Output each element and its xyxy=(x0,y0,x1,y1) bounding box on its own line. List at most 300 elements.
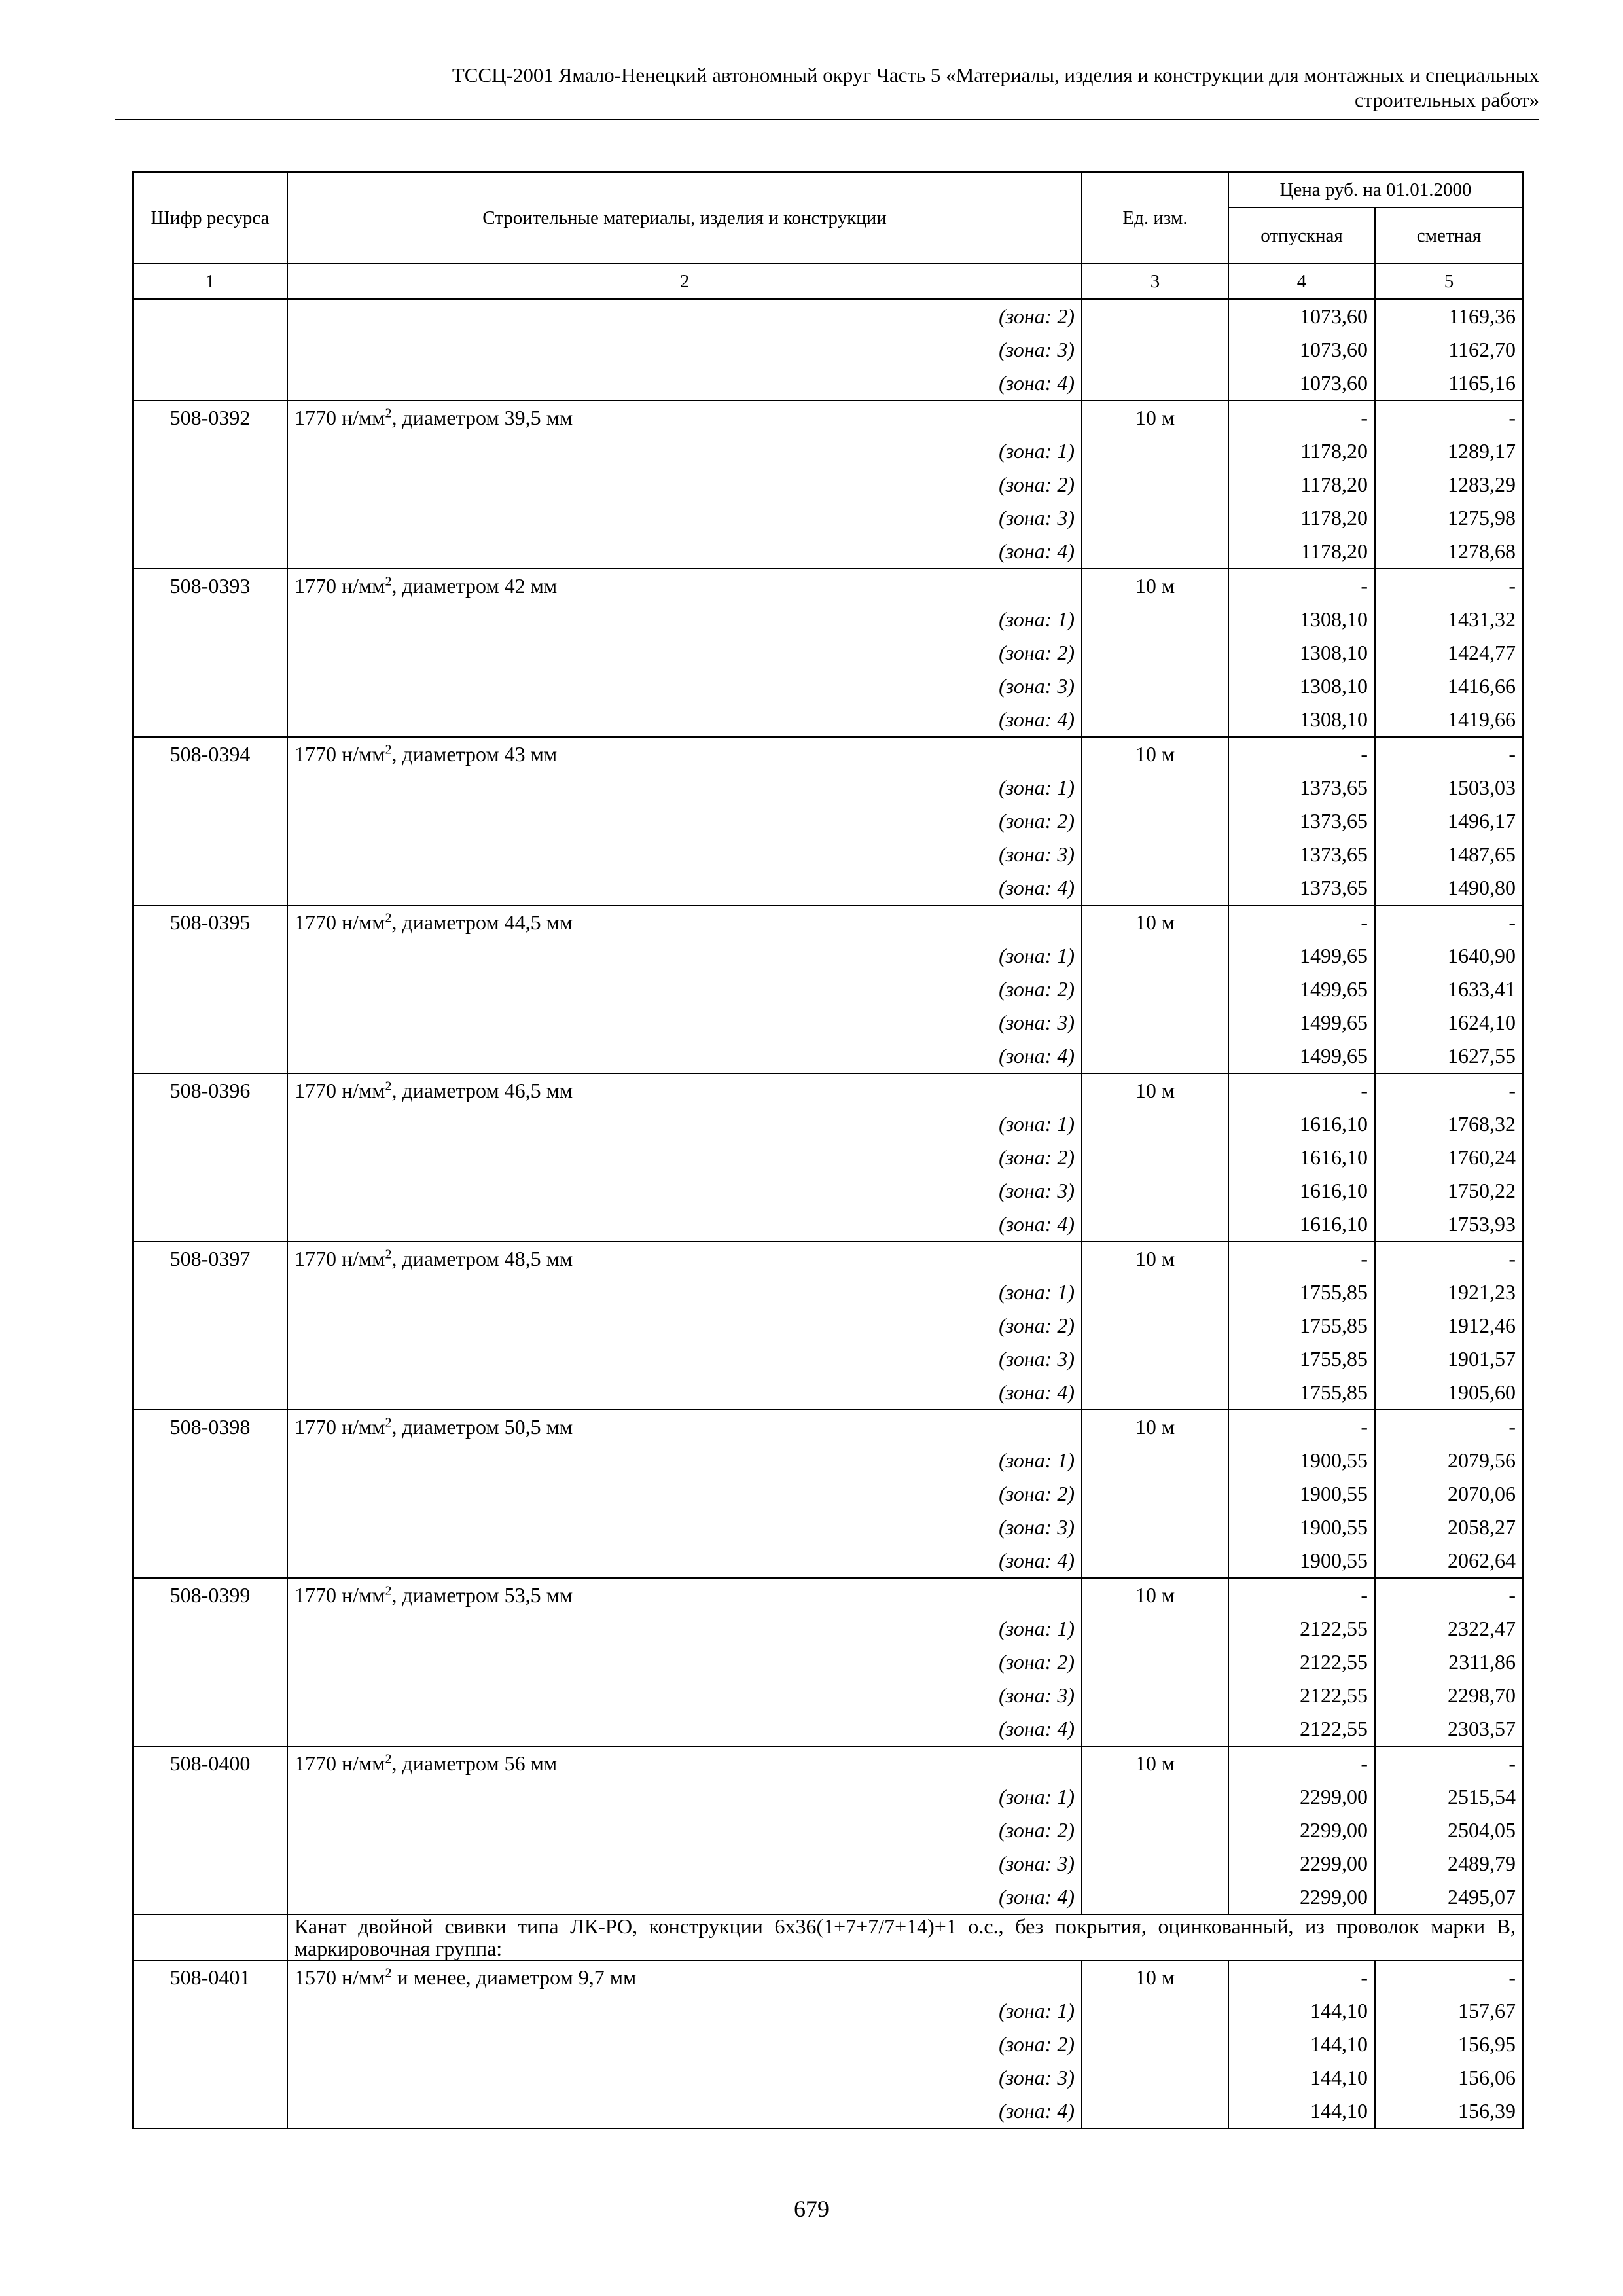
item-name-text: , диаметром 48,5 мм xyxy=(391,1247,573,1270)
zone-label: (зона: 2) xyxy=(287,1477,1082,1511)
zone-row xyxy=(133,1814,1523,1847)
item-row xyxy=(133,1960,1523,1994)
empty-cell xyxy=(133,703,287,737)
zone-row xyxy=(133,1645,1523,1679)
release-price: 1900,55 xyxy=(1228,1444,1375,1477)
release-price: 1178,20 xyxy=(1228,435,1375,468)
empty-cell xyxy=(1082,435,1228,468)
superscript: 2 xyxy=(385,574,392,589)
zone-row xyxy=(133,2028,1523,2061)
empty-cell xyxy=(1082,1342,1228,1376)
estimate-price: - xyxy=(1375,1242,1523,1276)
group-description: Канат двойной свивки типа ЛК-РО, конструкции 6х36(1+7+7/7+14)+1 о.с., без покрытия, оцинкованный, из проволок марки В, маркировочная группа: xyxy=(287,1914,1523,1960)
estimate-price: - xyxy=(1375,401,1523,435)
item-name xyxy=(287,1073,1082,1107)
item-name-text: , диаметром 43 мм xyxy=(391,742,558,766)
release-price: 1178,20 xyxy=(1228,468,1375,501)
zone-row xyxy=(133,670,1523,703)
zone-row xyxy=(133,1880,1523,1914)
empty-cell xyxy=(1082,1679,1228,1712)
zone-row xyxy=(133,973,1523,1006)
estimate-price: 2515,54 xyxy=(1375,1780,1523,1814)
release-price: 1373,65 xyxy=(1228,871,1375,905)
resource-code: 508-0400 xyxy=(133,1746,287,1780)
zone-row xyxy=(133,2061,1523,2094)
zone-row xyxy=(133,838,1523,871)
item-name-text: 1770 н/мм xyxy=(294,910,385,934)
release-price: 2299,00 xyxy=(1228,1847,1375,1880)
zone-row xyxy=(133,636,1523,670)
release-price: 2299,00 xyxy=(1228,1880,1375,1914)
item-name-text: , диаметром 50,5 мм xyxy=(391,1415,573,1439)
estimate-price: - xyxy=(1375,1578,1523,1612)
zone-label: (зона: 2) xyxy=(287,2028,1082,2061)
empty-cell xyxy=(133,1645,287,1679)
release-price: - xyxy=(1228,1073,1375,1107)
empty-cell xyxy=(133,501,287,535)
zone-row xyxy=(133,299,1523,333)
empty-cell xyxy=(133,1107,287,1141)
empty-cell xyxy=(1082,1208,1228,1242)
empty-cell xyxy=(133,1208,287,1242)
zone-label: (зона: 2) xyxy=(287,1645,1082,1679)
empty-cell xyxy=(133,1612,287,1645)
zone-row xyxy=(133,1847,1523,1880)
unit: 10 м xyxy=(1082,905,1228,939)
item-row xyxy=(133,1242,1523,1276)
empty-cell xyxy=(1082,2061,1228,2094)
empty-cell xyxy=(1082,771,1228,804)
release-price: 1499,65 xyxy=(1228,1006,1375,1039)
page-number: 679 xyxy=(794,2196,829,2222)
zone-row xyxy=(133,1376,1523,1410)
empty-cell xyxy=(1082,535,1228,569)
zone-label: (зона: 2) xyxy=(287,1814,1082,1847)
release-price: 144,10 xyxy=(1228,2028,1375,2061)
empty-cell xyxy=(133,1444,287,1477)
item-name-text: 1770 н/мм xyxy=(294,1751,385,1775)
empty-cell xyxy=(1082,2094,1228,2128)
release-price: 2299,00 xyxy=(1228,1814,1375,1847)
unit: 10 м xyxy=(1082,1242,1228,1276)
empty-cell xyxy=(133,1880,287,1914)
estimate-price: 1905,60 xyxy=(1375,1376,1523,1410)
zone-label: (зона: 2) xyxy=(287,636,1082,670)
empty-cell xyxy=(133,299,287,333)
resource-code: 508-0392 xyxy=(133,401,287,435)
zone-label: (зона: 4) xyxy=(287,535,1082,569)
zone-label: (зона: 4) xyxy=(287,871,1082,905)
superscript: 2 xyxy=(385,1415,392,1430)
table-body xyxy=(133,299,1523,2128)
release-price: 1900,55 xyxy=(1228,1477,1375,1511)
empty-cell xyxy=(1082,1444,1228,1477)
item-name-text: , диаметром 42 мм xyxy=(391,574,558,598)
empty-cell xyxy=(133,1814,287,1847)
estimate-price: 2303,57 xyxy=(1375,1712,1523,1746)
item-name-text: , диаметром 44,5 мм xyxy=(391,910,573,934)
unit: 10 м xyxy=(1082,1410,1228,1444)
item-name-text: 1770 н/мм xyxy=(294,1583,385,1607)
zone-row xyxy=(133,1141,1523,1174)
col-head-estimate: сметная xyxy=(1375,207,1523,264)
empty-cell xyxy=(1082,1544,1228,1578)
zone-row xyxy=(133,1780,1523,1814)
estimate-price: 2504,05 xyxy=(1375,1814,1523,1847)
estimate-price: 2311,86 xyxy=(1375,1645,1523,1679)
zone-label: (зона: 2) xyxy=(287,804,1082,838)
zone-label: (зона: 4) xyxy=(287,2094,1082,2128)
empty-cell xyxy=(133,2061,287,2094)
zone-row xyxy=(133,1039,1523,1073)
release-price: - xyxy=(1228,1960,1375,1994)
estimate-price: 1487,65 xyxy=(1375,838,1523,871)
empty-cell xyxy=(1082,603,1228,636)
empty-cell xyxy=(1082,1309,1228,1342)
empty-cell xyxy=(1082,1039,1228,1073)
zone-label: (зона: 1) xyxy=(287,939,1082,973)
estimate-price: 1419,66 xyxy=(1375,703,1523,737)
zone-label: (зона: 4) xyxy=(287,703,1082,737)
zone-row xyxy=(133,501,1523,535)
resource-code: 508-0396 xyxy=(133,1073,287,1107)
group-description-row xyxy=(133,1914,1523,1960)
empty-cell xyxy=(1082,1141,1228,1174)
empty-cell xyxy=(133,636,287,670)
estimate-price: 1162,70 xyxy=(1375,333,1523,367)
item-row xyxy=(133,1746,1523,1780)
release-price: 1308,10 xyxy=(1228,703,1375,737)
header-line-1: ТССЦ-2001 Ямало-Ненецкий автономный округ Часть 5 «Материалы, изделия и конструкции для монтажных и специальных xyxy=(452,63,1539,86)
zone-label: (зона: 3) xyxy=(287,1511,1082,1544)
zone-label: (зона: 2) xyxy=(287,973,1082,1006)
estimate-price: - xyxy=(1375,1073,1523,1107)
estimate-price: 1750,22 xyxy=(1375,1174,1523,1208)
estimate-price: 1424,77 xyxy=(1375,636,1523,670)
col-number: 2 xyxy=(287,264,1082,299)
estimate-price: 1278,68 xyxy=(1375,535,1523,569)
empty-cell xyxy=(133,670,287,703)
empty-cell xyxy=(133,1006,287,1039)
col-number: 1 xyxy=(133,264,287,299)
empty-cell xyxy=(133,1994,287,2028)
estimate-price: 1753,93 xyxy=(1375,1208,1523,1242)
estimate-price: 1275,98 xyxy=(1375,501,1523,535)
empty-cell xyxy=(133,468,287,501)
item-name-text: 1770 н/мм xyxy=(294,406,385,429)
release-price: 2122,55 xyxy=(1228,1612,1375,1645)
estimate-price: 1768,32 xyxy=(1375,1107,1523,1141)
empty-cell xyxy=(133,1039,287,1073)
release-price: - xyxy=(1228,737,1375,771)
col-number: 3 xyxy=(1082,264,1228,299)
release-price: 1073,60 xyxy=(1228,299,1375,333)
resource-code: 508-0395 xyxy=(133,905,287,939)
zone-row xyxy=(133,1208,1523,1242)
item-name xyxy=(287,737,1082,771)
empty-cell xyxy=(1082,1847,1228,1880)
release-price: 2122,55 xyxy=(1228,1645,1375,1679)
empty-cell xyxy=(133,804,287,838)
release-price: 1900,55 xyxy=(1228,1511,1375,1544)
zone-label: (зона: 1) xyxy=(287,435,1082,468)
estimate-price: 156,95 xyxy=(1375,2028,1523,2061)
resource-code: 508-0401 xyxy=(133,1960,287,1994)
empty-cell xyxy=(133,1847,287,1880)
item-name-text: , диаметром 46,5 мм xyxy=(391,1079,573,1102)
zone-row xyxy=(133,2094,1523,2128)
estimate-price: 1921,23 xyxy=(1375,1276,1523,1309)
item-name xyxy=(287,1578,1082,1612)
estimate-price: 1912,46 xyxy=(1375,1309,1523,1342)
estimate-price: 156,39 xyxy=(1375,2094,1523,2128)
unit: 10 м xyxy=(1082,1960,1228,1994)
release-price: 144,10 xyxy=(1228,1994,1375,2028)
release-price: 1178,20 xyxy=(1228,501,1375,535)
zone-label: (зона: 2) xyxy=(287,468,1082,501)
zone-label: (зона: 1) xyxy=(287,1107,1082,1141)
col-number: 5 xyxy=(1375,264,1523,299)
zone-row xyxy=(133,1994,1523,2028)
empty-cell xyxy=(133,939,287,973)
item-name-text: , диаметром 56 мм xyxy=(391,1751,558,1775)
empty-cell xyxy=(133,1679,287,1712)
zone-label: (зона: 3) xyxy=(287,1847,1082,1880)
empty-cell xyxy=(133,1914,287,1960)
zone-label: (зона: 4) xyxy=(287,367,1082,401)
release-price: - xyxy=(1228,401,1375,435)
estimate-price: 1640,90 xyxy=(1375,939,1523,973)
zone-label: (зона: 1) xyxy=(287,603,1082,636)
estimate-price: 2495,07 xyxy=(1375,1880,1523,1914)
zone-label: (зона: 3) xyxy=(287,501,1082,535)
release-price: 1373,65 xyxy=(1228,771,1375,804)
release-price: 1499,65 xyxy=(1228,1039,1375,1073)
zone-row xyxy=(133,1276,1523,1309)
release-price: 1616,10 xyxy=(1228,1174,1375,1208)
release-price: 1373,65 xyxy=(1228,804,1375,838)
empty-cell xyxy=(1082,1477,1228,1511)
zone-label: (зона: 3) xyxy=(287,1342,1082,1376)
estimate-price: 1490,80 xyxy=(1375,871,1523,905)
release-price: 1178,20 xyxy=(1228,535,1375,569)
release-price: 2122,55 xyxy=(1228,1712,1375,1746)
release-price: 1499,65 xyxy=(1228,939,1375,973)
estimate-price: 1901,57 xyxy=(1375,1342,1523,1376)
release-price: 1073,60 xyxy=(1228,333,1375,367)
item-name-text: 1770 н/мм xyxy=(294,1415,385,1439)
resource-code: 508-0399 xyxy=(133,1578,287,1612)
zone-label: (зона: 1) xyxy=(287,1780,1082,1814)
zone-row xyxy=(133,1107,1523,1141)
item-row xyxy=(133,1410,1523,1444)
resource-code: 508-0397 xyxy=(133,1242,287,1276)
empty-cell xyxy=(133,838,287,871)
col-head-release: отпускная xyxy=(1228,207,1375,264)
estimate-price: 2070,06 xyxy=(1375,1477,1523,1511)
empty-cell xyxy=(1082,468,1228,501)
release-price: 1755,85 xyxy=(1228,1309,1375,1342)
item-row xyxy=(133,569,1523,603)
estimate-price: 1169,36 xyxy=(1375,299,1523,333)
release-price: - xyxy=(1228,569,1375,603)
zone-label: (зона: 4) xyxy=(287,1544,1082,1578)
estimate-price: 156,06 xyxy=(1375,2061,1523,2094)
unit: 10 м xyxy=(1082,1578,1228,1612)
empty-cell xyxy=(1082,299,1228,333)
price-table xyxy=(132,171,1524,2129)
estimate-price: 1165,16 xyxy=(1375,367,1523,401)
empty-cell xyxy=(1082,804,1228,838)
empty-cell xyxy=(133,603,287,636)
estimate-price: 1624,10 xyxy=(1375,1006,1523,1039)
empty-cell xyxy=(133,2094,287,2128)
empty-cell xyxy=(133,871,287,905)
empty-cell xyxy=(1082,1712,1228,1746)
empty-cell xyxy=(1082,1107,1228,1141)
item-name xyxy=(287,401,1082,435)
col-head-code: Шифр ресурса xyxy=(133,172,287,264)
release-price: 144,10 xyxy=(1228,2094,1375,2128)
estimate-price: - xyxy=(1375,569,1523,603)
resource-code: 508-0393 xyxy=(133,569,287,603)
item-name-text: , диаметром 53,5 мм xyxy=(391,1583,573,1607)
page-header xyxy=(115,63,1539,113)
empty-cell xyxy=(1082,1814,1228,1847)
empty-cell xyxy=(133,1276,287,1309)
item-name-text: и менее, диаметром 9,7 мм xyxy=(391,1965,637,1989)
empty-cell xyxy=(133,1544,287,1578)
zone-row xyxy=(133,1544,1523,1578)
superscript: 2 xyxy=(385,1247,392,1262)
zone-label: (зона: 3) xyxy=(287,2061,1082,2094)
col-number: 4 xyxy=(1228,264,1375,299)
zone-label: (зона: 1) xyxy=(287,1994,1082,2028)
estimate-price: 1431,32 xyxy=(1375,603,1523,636)
release-price: 1308,10 xyxy=(1228,670,1375,703)
release-price: 2122,55 xyxy=(1228,1679,1375,1712)
zone-row xyxy=(133,1444,1523,1477)
empty-cell xyxy=(133,771,287,804)
zone-label: (зона: 3) xyxy=(287,670,1082,703)
empty-cell xyxy=(1082,367,1228,401)
zone-label: (зона: 2) xyxy=(287,299,1082,333)
empty-cell xyxy=(133,973,287,1006)
zone-row xyxy=(133,871,1523,905)
item-name-text: 1770 н/мм xyxy=(294,742,385,766)
empty-cell xyxy=(1082,838,1228,871)
item-name-text: , диаметром 39,5 мм xyxy=(391,406,573,429)
zone-row xyxy=(133,535,1523,569)
empty-cell xyxy=(133,1511,287,1544)
estimate-price: 2062,64 xyxy=(1375,1544,1523,1578)
zone-row xyxy=(133,939,1523,973)
estimate-price: - xyxy=(1375,1960,1523,1994)
superscript: 2 xyxy=(385,406,392,421)
empty-cell xyxy=(1082,973,1228,1006)
zone-label: (зона: 3) xyxy=(287,333,1082,367)
empty-cell xyxy=(133,1141,287,1174)
zone-row xyxy=(133,1006,1523,1039)
estimate-price: 1416,66 xyxy=(1375,670,1523,703)
empty-cell xyxy=(1082,1994,1228,2028)
empty-cell xyxy=(133,1376,287,1410)
empty-cell xyxy=(133,1342,287,1376)
empty-cell xyxy=(133,2028,287,2061)
superscript: 2 xyxy=(385,1583,392,1598)
empty-cell xyxy=(133,333,287,367)
empty-cell xyxy=(1082,2028,1228,2061)
item-row xyxy=(133,905,1523,939)
zone-row xyxy=(133,603,1523,636)
release-price: 1308,10 xyxy=(1228,636,1375,670)
estimate-price: 2079,56 xyxy=(1375,1444,1523,1477)
zone-row xyxy=(133,771,1523,804)
empty-cell xyxy=(133,1780,287,1814)
resource-code: 508-0394 xyxy=(133,737,287,771)
empty-cell xyxy=(1082,1612,1228,1645)
release-price: 1616,10 xyxy=(1228,1208,1375,1242)
item-name xyxy=(287,1746,1082,1780)
empty-cell xyxy=(1082,1276,1228,1309)
estimate-price: 1627,55 xyxy=(1375,1039,1523,1073)
release-price: - xyxy=(1228,1578,1375,1612)
estimate-price: - xyxy=(1375,737,1523,771)
zone-row xyxy=(133,367,1523,401)
zone-label: (зона: 1) xyxy=(287,1612,1082,1645)
release-price: 1755,85 xyxy=(1228,1276,1375,1309)
item-name xyxy=(287,905,1082,939)
estimate-price: 2058,27 xyxy=(1375,1511,1523,1544)
estimate-price: 1503,03 xyxy=(1375,771,1523,804)
release-price: - xyxy=(1228,1242,1375,1276)
empty-cell xyxy=(1082,1780,1228,1814)
item-row xyxy=(133,401,1523,435)
release-price: 1900,55 xyxy=(1228,1544,1375,1578)
estimate-price: 157,67 xyxy=(1375,1994,1523,2028)
estimate-price: 1760,24 xyxy=(1375,1141,1523,1174)
empty-cell xyxy=(133,1309,287,1342)
release-price: 1616,10 xyxy=(1228,1107,1375,1141)
empty-cell xyxy=(133,1712,287,1746)
unit: 10 м xyxy=(1082,1073,1228,1107)
header-rule xyxy=(115,119,1539,120)
superscript: 2 xyxy=(385,742,392,757)
zone-label: (зона: 3) xyxy=(287,838,1082,871)
release-price: 1616,10 xyxy=(1228,1141,1375,1174)
item-name xyxy=(287,1960,1082,1994)
empty-cell xyxy=(133,435,287,468)
item-name-text: 1570 н/мм xyxy=(294,1965,385,1989)
release-price: 2299,00 xyxy=(1228,1780,1375,1814)
item-name-text: 1770 н/мм xyxy=(294,574,385,598)
release-price: - xyxy=(1228,1746,1375,1780)
item-name-text: 1770 н/мм xyxy=(294,1079,385,1102)
resource-code: 508-0398 xyxy=(133,1410,287,1444)
empty-cell xyxy=(1082,871,1228,905)
zone-label: (зона: 4) xyxy=(287,1039,1082,1073)
item-row xyxy=(133,1578,1523,1612)
release-price: 1755,85 xyxy=(1228,1376,1375,1410)
estimate-price: 1283,29 xyxy=(1375,468,1523,501)
estimate-price: - xyxy=(1375,1746,1523,1780)
empty-cell xyxy=(133,367,287,401)
zone-label: (зона: 4) xyxy=(287,1712,1082,1746)
zone-row xyxy=(133,1174,1523,1208)
superscript: 2 xyxy=(385,1965,392,1981)
item-name xyxy=(287,1410,1082,1444)
empty-cell xyxy=(1082,636,1228,670)
